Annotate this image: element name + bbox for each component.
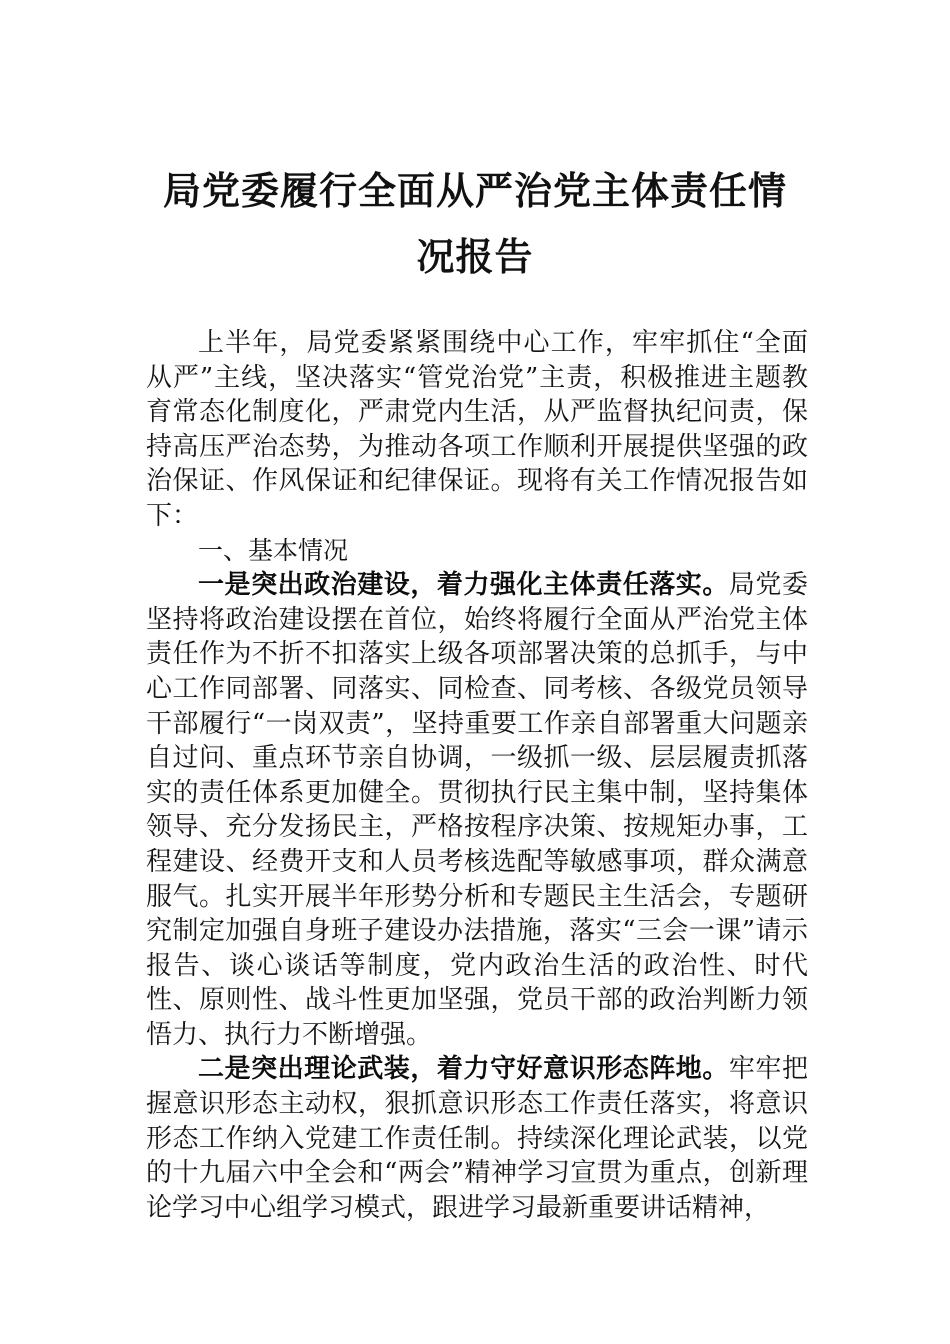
document-title: 局党委履行全面从严治党主体责任情况报告 [162,168,787,279]
item-lead-1: 一是突出政治建设，着力强化主体责任落实。 [198,570,729,601]
document-body [146,326,808,1225]
intro-paragraph: 上半年，局党委紧紧围绕中心工作，牢牢抓住“全面从严”主线，坚决落实“管党治党”主责，积极推进主题教育常态化制度化，严肃党内生活，从严监督执纪问责，保持高压严治态势，为推动各项工作顺利开展提供坚强的政治保证、作风保证和纪律保证。现将有关工作情况报告如下： [146,328,808,531]
item-text-1: 局党委坚持将政治建设摆在首位，始终将履行全面从严治党主体责任作为不折不扣落实上级各项部署决策的总抓手，与中心工作同部署、同落实、同检查、同考核、各级党员领导干部履行“一岗双责”，坚持重要工作亲自部署重大问题亲自过问、重点环节亲自协调，一级抓一级、层层履责抓落实的责任体系更加健全。贯彻执行民主集中制，坚持集体领导、充分发扬民主，严格按程序决策、按规矩办事，工程建设、经费开支和人员考核选配等敏感事项，群众满意服气。扎实开展半年形势分析和专题民主生活会，专题研究制定加强自身班子建设办法措施，落实“三会一课”请示报告、谈心谈话等制度，党内政治生活的政治性、时代性、原则性、战斗性更加坚强，党员干部的政治判断力领悟力、执行力不断增强。 [146,570,808,1050]
section-heading: 一、基本情况 [198,535,349,565]
item-paragraph-2 [146,1052,808,1225]
item-lead-2: 二是突出理论武装，着力守好意识形态阵地。 [198,1054,729,1085]
item-paragraph-1 [146,568,808,1052]
item-text-2: 牢牢把握意识形态主动权，狠抓意识形态工作责任落实，将意识形态工作纳入党建工作责任制。持续深化理论武装，以党的十九届六中全会和“两会”精神学习宣贯为重点，创新理论学习中心组学习模式，跟进学习最新重要讲话精神， [146,1054,808,1223]
